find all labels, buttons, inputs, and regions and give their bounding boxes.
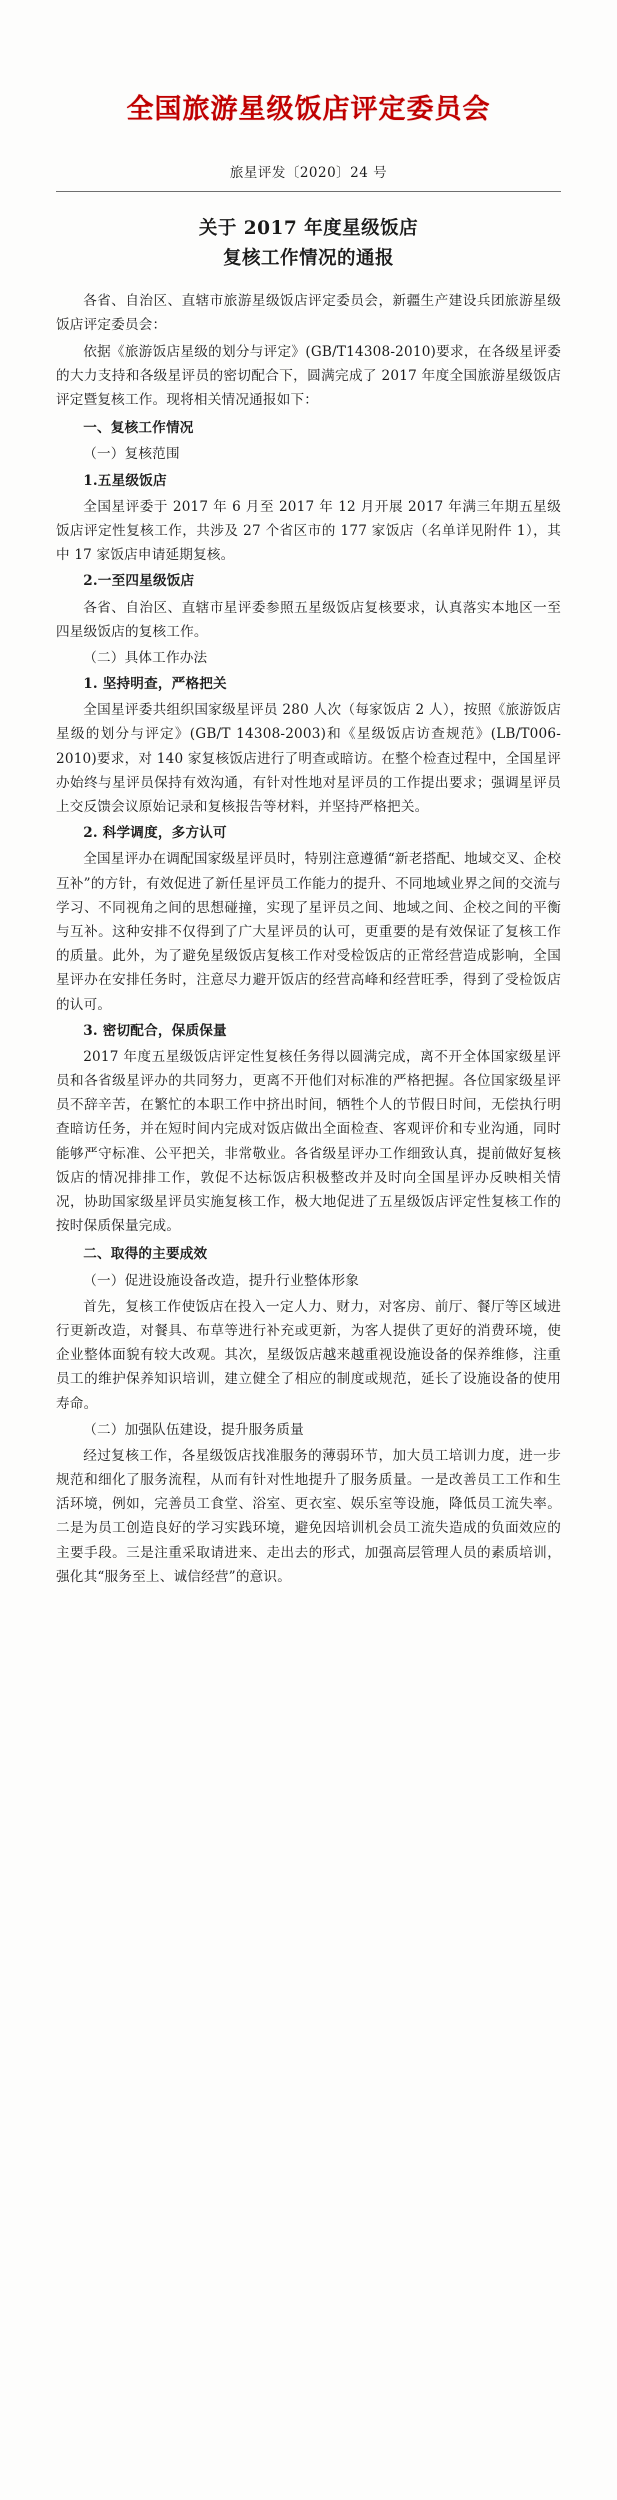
paragraph-facility-improvement: 首先，复核工作使饭店在投入一定人力、财力，对客房、前厅、餐厅等区域进行更新改造，对餐具、布草等进行补充或更新，为客人提供了更好的消费环境，使企业整体面貌有较大改观。其次，星级饭店越来越重视设施设备的保养维修，注重员工的维护保养知识培训，建立健全了相应的制度或规范，延长了设施设备的使用寿命。 <box>56 1298 561 1412</box>
heading-subsection-two-two: （二）加强队伍建设，提升服务质量 <box>83 1421 304 1438</box>
heading-item-close-cooperation: 3. 密切配合，保质保量 <box>83 1022 227 1039</box>
document-body <box>56 289 561 1589</box>
heading-item-strict-inspection: 1. 坚持明查，严格把关 <box>83 676 227 693</box>
paragraph-team-building: 经过复核工作，各星级饭店找准服务的薄弱环节，加大员工培训力度，进一步规范和细化了服务流程，从而有针对性地提升了服务质量。一是改善员工工作和生活环境，例如，完善员工食堂、浴室、更衣室、娱乐室等设施，降低员工流失率。二是为员工创造良好的学习实践环境，避免因培训机会员工流失造成的负面效应的主要手段。三是注重采取请进来、走出去的形式，加强高层管理人员的素质培训，强化其“服务至上、诚信经营”的意识。 <box>56 1447 561 1585</box>
heading-subsection-one-one: （一）复核范围 <box>83 446 180 463</box>
document-title-line-1: 关于 2017 年度星级饭店 <box>198 218 419 240</box>
paragraph-five-star-scope: 全国星评委于 2017 年 6 月至 2017 年 12 月开展 2017 年满三年期五星级饭店评定性复核工作，共涉及 27 个省区市的 177 家饭店（名单详见附件 1），其中 17 家饭店申请延期复核。 <box>56 498 561 564</box>
heading-subsection-one-two: （二）具体工作办法 <box>83 649 208 666</box>
heading-item-scientific-scheduling: 2. 科学调度，多方认可 <box>83 825 227 842</box>
paragraph-scientific-scheduling: 全国星评办在调配国家级星评员时，特别注意遵循“新老搭配、地域交叉、企校互补”的方针，有效促进了新任星评员工作能力的提升、不同地域业界之间的交流与学习、不同视角之间的思想碰撞，实现了星评员之间、地域之间、企校之间的平衡与互补。这种安排不仅得到了广大星评员的认可，更重要的是有效保证了复核工作的质量。此外，为了避免星级饭店复核工作对受检饭店的正常经营造成影响，全国星评办在安排任务时，注意尽力避开饭店的经营高峰和经营旺季，得到了受检饭店的认可。 <box>56 851 561 1013</box>
document-number: 旅星评发〔2020〕24 号 <box>229 165 388 182</box>
issuing-organization-title: 全国旅游星级饭店评定委员会 <box>126 94 491 125</box>
heading-item-one-to-four-star: 2.一至四星级饭店 <box>83 573 195 590</box>
paragraph-close-cooperation: 2017 年度五星级饭店评定性复核任务得以圆满完成，离不开全体国家级星评员和各省级星评办的共同努力，更离不开他们对标准的严格把握。各位国家级星评员不辞辛苦，在繁忙的本职工作中挤出时间，牺牲个人的节假日时间，无偿执行明查暗访任务，并在短时间内完成对饭店做出全面检查、客观评价和专业沟通，同时能够严守标准、公平把关，非常敬业。各省级星评办工作细致认真，提前做好复核饭店的情况排排工作，敦促不达标饭店积极整改并及时向全国星评办反映相关情况，协助国家级星评员实施复核工作，极大地促进了五星级饭店评定性复核工作的按时保质保量完成。 <box>56 1048 561 1235</box>
header-divider-rule <box>56 191 561 192</box>
heading-section-one: 一、复核工作情况 <box>83 420 194 437</box>
document-title-line-2: 复核工作情况的通报 <box>222 247 394 269</box>
paragraph-addressee: 各省、自治区、直辖市旅游星级饭店评定委员会，新疆生产建设兵团旅游星级饭店评定委员会： <box>56 293 561 334</box>
paragraph-strict-inspection: 全国星评委共组织国家级星评员 280 人次（每家饭店 2 人），按照《旅游饭店星级的划分与评定》(GB/T 14308-2003)和《星级饭店访查规范》(LB/T006-2010)要求，对 140 家复核饭店进行了明查或暗访。在整个检查过程中，全国星评办始终与星评员保持有效沟通，有针对性地对星评员的工作提出要求；强调星评员上交反馈会议原始记录和复核报告等材料，并坚持严格把关。 <box>56 702 561 816</box>
header-spacer <box>56 0 561 92</box>
paragraph-intro: 依据《旅游饭店星级的划分与评定》(GB/T14308-2010)要求，在各级星评委的大力支持和各级星评员的密切配合下，圆满完成了 2017 年度全国旅游星级饭店评定暨复核工作。现将相关情况通报如下： <box>56 343 561 409</box>
heading-item-five-star: 1.五星级饭店 <box>83 472 167 489</box>
heading-section-two: 二、取得的主要成效 <box>83 1246 208 1263</box>
heading-subsection-two-one: （一）促进设施设备改造，提升行业整体形象 <box>83 1272 360 1289</box>
document-title <box>56 214 561 273</box>
paragraph-one-to-four-star-scope: 各省、自治区、直辖市星评委参照五星级饭店复核要求，认真落实本地区一至四星级饭店的复核工作。 <box>56 599 561 640</box>
